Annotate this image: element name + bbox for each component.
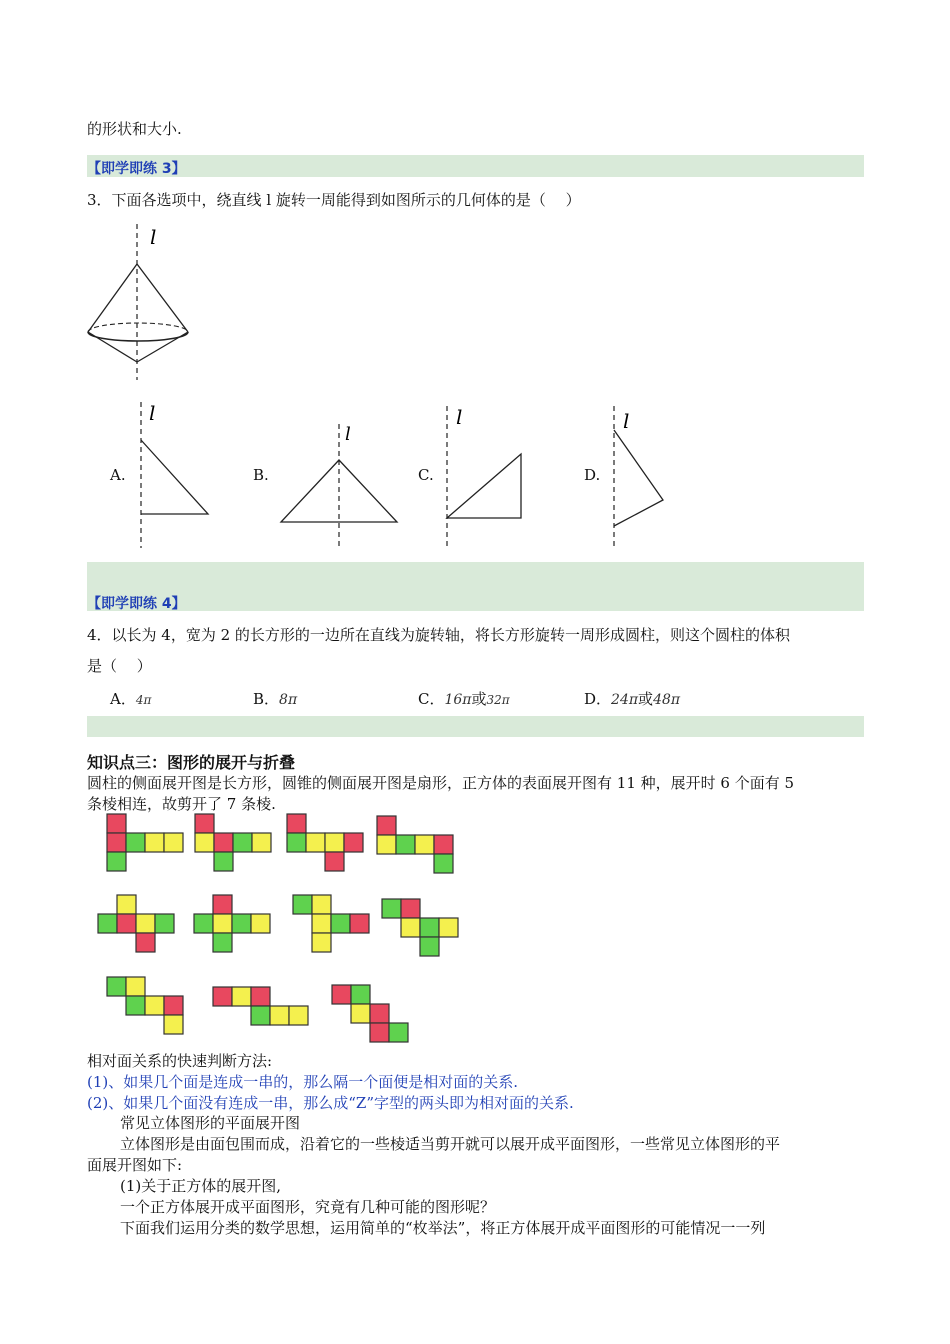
exercise-3-band [87, 155, 864, 177]
rule-1: (1)、如果几个面是连成一串的，那么隔一个面便是相对面的关系. [87, 1073, 519, 1091]
para4: 下面我们运用分类的数学思想，运用简单的“枚举法”，将正方体展开成平面图形的可能情况一一列 [120, 1219, 766, 1237]
exercise-4-question-line2: 是（ ） [87, 657, 152, 675]
intro-tail: 的形状和大小. [87, 120, 182, 138]
rule-2: (2)、如果几个面没有连成一串，那么成“Z”字型的两头即为相对面的关系. [87, 1094, 574, 1112]
section-3-title: 知识点三：图形的展开与折叠 [87, 753, 296, 772]
para3: 一个正方体展开成平面图形，究竟有几种可能的图形呢？ [120, 1198, 496, 1216]
svg-text:l: l [623, 409, 630, 433]
ex3-option-b-label[interactable]: B. [253, 466, 269, 484]
exercise-4-band [87, 562, 864, 611]
ex3-option-c-label[interactable]: C. [418, 466, 434, 484]
exercise-4-answer-band [87, 716, 864, 737]
ex4-option-b[interactable]: B．8π [253, 690, 298, 708]
section-3-para1-line2: 条棱相连，故剪开了 7 条棱. [87, 795, 276, 813]
ex3-option-b-figure[interactable] [275, 420, 405, 550]
cube-nets-figure [95, 808, 475, 1053]
ex3-option-d-label[interactable]: D. [584, 466, 601, 484]
method-title: 相对面关系的快速判断方法: [87, 1052, 273, 1070]
para2-line1: 立体图形是由面包围而成，沿着它的一些棱适当剪开就可以展开成平面图形，一些常见立体图形的平 [120, 1135, 781, 1153]
exercise-4-label: 【即学即练 4】 [87, 596, 186, 612]
exercise-4-question-line1: 4．以长为 4，宽为 2 的长方形的一边所在直线为旋转轴，将长方形旋转一周形成圆柱，则这个圆柱的体积 [87, 626, 790, 644]
svg-text:l: l [456, 405, 463, 429]
ex4-option-d[interactable]: D．24π或48π [584, 690, 681, 708]
section-3-para1-line1: 圆柱的侧面展开图是长方形，圆锥的侧面展开图是扇形，正方体的表面展开图有 11 种，展开时 6 个面有 5 [87, 774, 795, 792]
ex3-option-a-label[interactable]: A. [110, 466, 126, 484]
ex3-option-a-figure[interactable] [125, 400, 225, 550]
exercise-3-label: 【即学即练 3】 [87, 161, 186, 177]
svg-text:l: l [345, 424, 351, 445]
ex3-option-d-figure[interactable] [605, 404, 675, 550]
sub-title: 常见立体图形的平面展开图 [120, 1114, 301, 1132]
ex4-option-c[interactable]: C．16π或32π [418, 690, 510, 708]
para2-line2: 面展开图如下: [87, 1156, 183, 1174]
item-1: (1)关于正方体的展开图, [120, 1177, 282, 1195]
ex4-option-a[interactable]: A．4π [110, 690, 152, 708]
svg-text:l: l [149, 401, 156, 425]
exercise-3-question: 3．下面各选项中，绕直线 l 旋转一周能得到如图所示的几何体的是（ ） [87, 191, 581, 209]
double-cone-figure [80, 222, 200, 382]
axis-label: l [150, 225, 157, 249]
ex3-option-c-figure[interactable] [440, 404, 540, 550]
